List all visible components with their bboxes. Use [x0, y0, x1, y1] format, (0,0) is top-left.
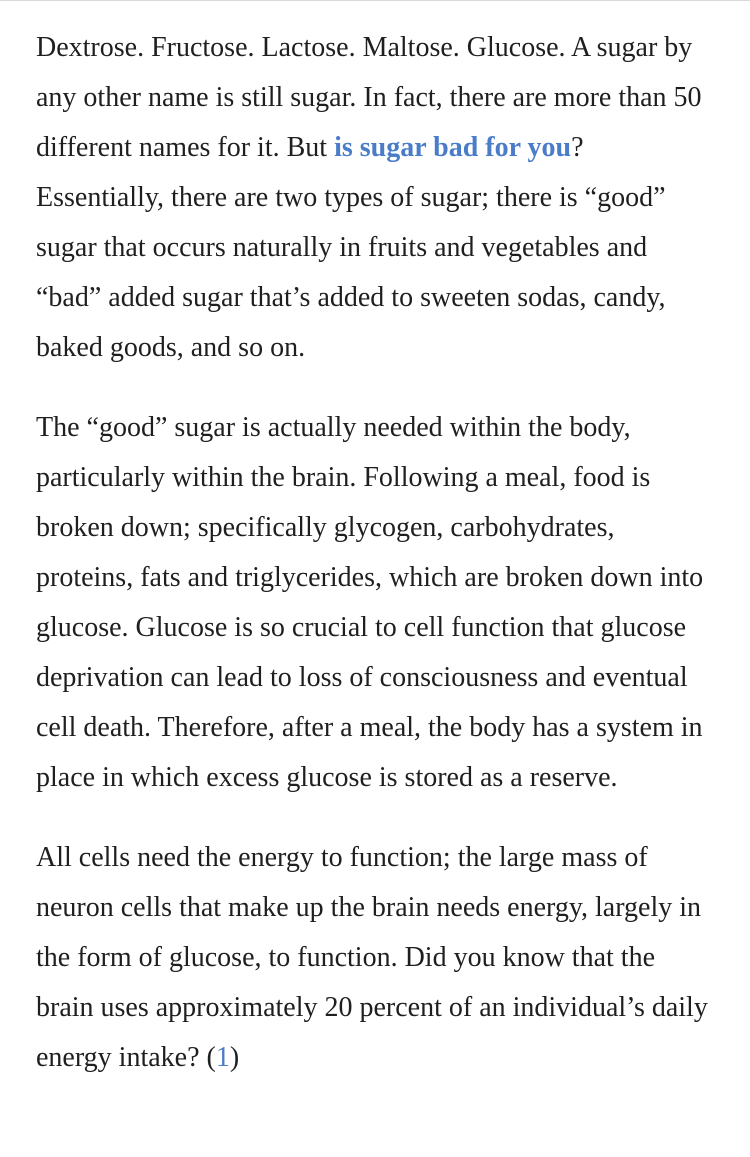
- paragraph-text: The “good” sugar is actually needed within the body, particularly within the brain. Following a meal, food is broken down; specifically glycogen, carbohydrates, proteins, fats and triglycerides, which are broken down into glucose. Glucose is so crucial to cell function that glucose deprivation can lead to loss of consciousness and eventual cell death. Therefore, after a meal, the body has a system in place in which excess glucose is stored as a reserve.: [36, 412, 704, 793]
- paragraph-text: Dextrose. Fructose. Lactose. Maltose. Glucose. A sugar by any other name is still sugar. In fact, there are more than 50 different names for it. But: [36, 32, 702, 163]
- paragraph-brain-energy: [36, 833, 716, 1083]
- paragraph-text: All cells need the energy to function; the large mass of neuron cells that make up the brain needs energy, largely in the form of glucose, to function. Did you know that the brain uses approximately 20 percent of an individual’s daily energy intake?: [36, 842, 708, 1073]
- paragraph-text: ? Essentially, there are two types of sugar; there is “good” sugar that occurs naturally in fruits and vegetables and “bad” added sugar that’s added to sweeten sodas, candy, baked goods, and so on.: [36, 132, 666, 363]
- paragraph-sugar-names: [36, 23, 716, 373]
- citation-link-1[interactable]: 1: [215, 1042, 230, 1073]
- article-body: [36, 23, 716, 1113]
- citation-open-paren: (: [206, 1042, 216, 1073]
- paragraph-good-sugar: [36, 403, 716, 803]
- is-sugar-bad-link[interactable]: is sugar bad for you: [334, 132, 572, 163]
- citation-close-paren: ): [229, 1042, 240, 1073]
